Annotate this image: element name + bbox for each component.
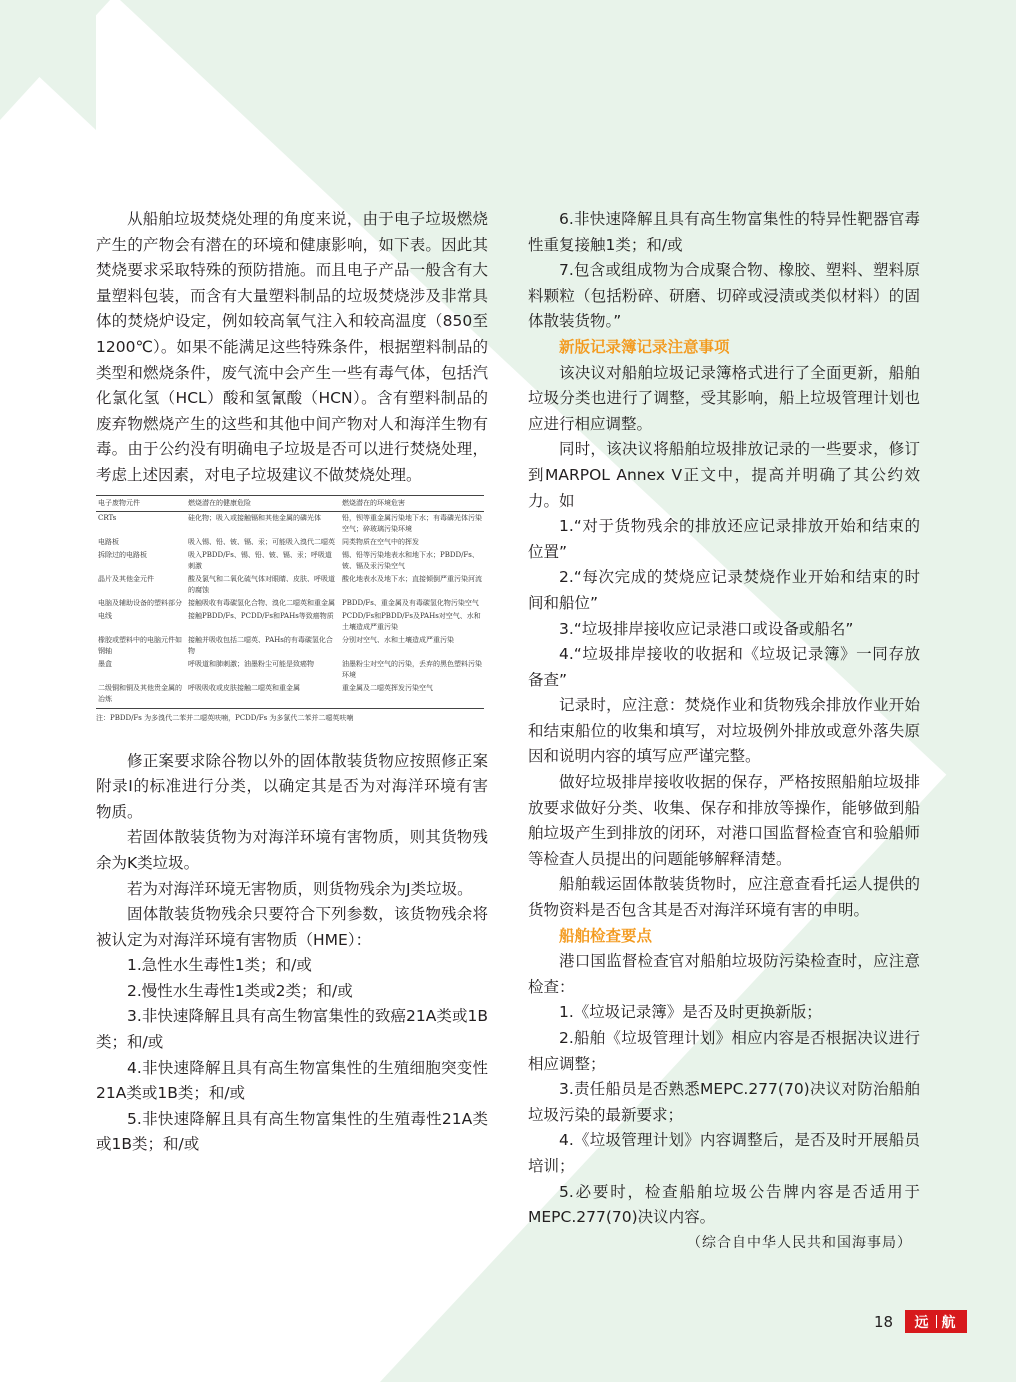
list-item: 6.非快速降解且具有高生物富集性的特异性靶器官毒性重复接触1类；和/或: [528, 210, 920, 254]
table-cell: 硅化物；吸入或接触镉和其他金属的磷光体: [188, 513, 321, 522]
body-paragraph: 该决议对船舶垃圾记录簿格式进行了全面更新，船舶垃圾分类也进行了调整，受其影响，船上垃圾管理计划也应进行相应调整。: [528, 363, 920, 433]
table-cell: 分别对空气、水和土壤造成严重污染: [342, 635, 454, 644]
right-column: [528, 207, 920, 1256]
table-cell: 橡胶或塑料中的电脑元件如钢轴: [98, 635, 182, 655]
table-cell: 电线: [98, 611, 112, 620]
table-cell: 接触吸收有毒碳氢化合物、溴化二噁英和重金属: [188, 598, 335, 607]
body-paragraph: 固体散装货物残余只要符合下列参数，该货物残余将被认定为对海洋环境有害物质（HME）：: [96, 905, 488, 949]
table-header-cell: 电子废物元件: [96, 495, 186, 511]
table-cell: 重金属及二噁英挥发污染空气: [340, 682, 484, 709]
table-cell: 吸入PBDD/Fs、锡、铅、铍、镉、汞；呼吸道刺激: [188, 550, 332, 570]
table-row: [96, 682, 484, 709]
brand-char-right: 航: [941, 1314, 958, 1331]
table-row: [96, 549, 484, 573]
table-cell: 接触并吸收包括二噁英、PAHs的有毒碳氢化合物: [188, 635, 333, 655]
ewaste-hazard-table: [96, 495, 484, 709]
magazine-brand-tag: [905, 1310, 967, 1333]
table-cell: 呼吸道和肺刺激；油墨粉尘可能是致癌物: [188, 659, 314, 668]
table-cell: 电脑及辅助设备的塑料部分: [98, 598, 182, 607]
table-row: [96, 536, 484, 549]
table-cell: CRTs: [98, 513, 117, 522]
table-cell: 同类物质在空气中的挥发: [342, 537, 419, 546]
body-paragraph: 港口国监督检查官对船舶垃圾防污染检查时，应注意检查：: [528, 952, 920, 996]
table-row: [96, 610, 484, 634]
list-item: 2.慢性水生毒性1类或2类；和/或: [127, 981, 353, 1000]
page-number: 18: [874, 1313, 894, 1331]
brand-char-left: 远: [914, 1314, 931, 1331]
table-row: [96, 634, 484, 658]
list-item: 2.“每次完成的焚烧应记录焚烧作业开始和结束的时间和船位”: [528, 568, 920, 612]
body-paragraph: 若固体散装货物为对海洋环境有害物质，则其货物残余为K类垃圾。: [96, 828, 488, 872]
table-cell: PCDD/Fs和PBDD/Fs及PAHs对空气、水和土壤造成严重污染: [342, 611, 481, 631]
list-item: 3.“垃圾排岸接收应记录港口或设备或船名”: [559, 619, 854, 638]
body-paragraph: 修正案要求除谷物以外的固体散装货物应按照修正案附录I的标准进行分类，以确定其是否为对海洋环境有害物质。: [96, 751, 488, 821]
table-header-cell: 燃烧潜在的健康危险: [186, 495, 340, 511]
list-item: 7.包含或组成物为合成聚合物、橡胶、塑料、塑料原料颗粒（包括粉碎、研磨、切碎或浸渍或类似材料）的固体散装货物。”: [528, 261, 920, 331]
list-item: 1.《垃圾记录簿》是否及时更换新版；: [559, 1003, 822, 1022]
body-paragraph: 若为对海洋环境无害物质，则货物残余为J类垃圾。: [127, 879, 473, 898]
table-row: [96, 511, 484, 536]
body-paragraph: 船舶载运固体散装货物时，应注意查看托运人提供的货物资料是否包含其是否对海洋环境有害的申明。: [528, 875, 920, 920]
list-item: 1.“对于货物残余的排放还应记录排放开始和结束的位置”: [528, 517, 920, 561]
table-cell: 接触PBDD/Fs、PCDD/Fs和PAHs等致癌物质: [188, 611, 334, 620]
list-item: 4.“垃圾排岸接收的收据和《垃圾记录簿》一同存放备查”: [528, 645, 920, 689]
table-cell: 油墨粉尘对空气的污染，丢弃的黑色塑料污染环境: [342, 659, 482, 679]
section-heading-record-book: 新版记录簿记录注意事项: [559, 337, 730, 356]
table-cell: 墨盒: [98, 659, 112, 668]
table-header-row: [96, 495, 484, 511]
list-item: 1.急性水生毒性1类；和/或: [127, 956, 312, 975]
list-item: 3.非快速降解且具有高生物富集性的致癌21A类或1B类；和/或: [96, 1007, 488, 1052]
table-cell: 电路板: [98, 537, 119, 546]
list-item: 3.责任船员是否熟悉MEPC.277(70)决议对防治船舶垃圾污染的最新要求；: [528, 1080, 920, 1124]
list-item: 4.《垃圾管理计划》内容调整后，是否及时开展船员培训；: [528, 1131, 920, 1175]
intro-paragraph: 从船舶垃圾焚烧处理的角度来说，由于电子垃圾燃烧产生的产物会有潜在的环境和健康影响，如下表。因此其焚烧要求采取特殊的预防措施。而且电子产品一般含有大量塑料包装，而含有大量塑料制品的垃圾焚烧涉及非常具体的焚烧炉设定，例如较高氧气注入和较高温度（850至1200℃）。如果不能满足这些特殊条件，根据塑料制品的类型和燃烧条件，废气流中会产生一些有毒气体，包括汽化氯化氢（HCL）酸和氢氰酸（HCN）。含有塑料制品的废弃物燃烧产生的这些和其他中间产物对人和海洋生物有毒。由于公约没有明确电子垃圾是否可以进行焚烧处理，考虑上述因素，对电子垃圾建议不做焚烧处理。: [96, 210, 488, 484]
table-cell: 呼吸吸收或皮肤接触二噁英和重金属: [186, 682, 340, 709]
list-item: 2.船舶《垃圾管理计划》相应内容是否根据决议进行相应调整；: [528, 1029, 920, 1073]
table-row: [96, 573, 484, 597]
table-cell: 酸化地表水及地下水；直接倾倒严重污染河流: [342, 574, 482, 583]
table-cell: 酸及氯气和二氧化硫气体对眼睛、皮肤、呼吸道的腐蚀: [188, 574, 335, 594]
table-cell: PBDD/Fs、重金属及有毒碳氢化物污染空气: [342, 598, 479, 607]
list-item: 5.非快速降解且具有高生物富集性的生殖毒性21A类或1B类；和/或: [96, 1109, 488, 1154]
table-row: [96, 658, 484, 682]
body-paragraph: 做好垃圾排岸接收收据的保存，严格按照船舶垃圾排放要求做好分类、收集、保存和排放等操作，能够做到船舶垃圾产生到排放的闭环，对港口国监督检查官和验船师等检查人员提出的问题能够解释清楚。: [528, 773, 920, 868]
table-cell: 拆除过的电路板: [98, 550, 147, 559]
table-cell: 铅，钡等重金属污染地下水；有毒磷光体污染空气；碎玻璃污染环境: [342, 513, 482, 533]
brand-divider: [936, 1315, 937, 1328]
list-item: 5.必要时，检查船舶垃圾公告牌内容是否适用于MEPC.277(70)决议内容。: [528, 1182, 920, 1227]
table-row: [96, 597, 484, 610]
table-cell: 晶片及其他金元件: [98, 574, 154, 583]
table-header-cell: 燃烧潜在的环境危害: [340, 495, 484, 511]
table-cell: 二级铜和铜及其他贵金属的冶炼: [96, 682, 186, 709]
table-cell: 吸入锡、铅、铍、镉、汞；可能吸入溴代二噁英: [188, 537, 335, 546]
body-paragraph: 记录时，应注意：焚烧作业和货物残余排放作业开始和结束船位的收集和填写，对垃圾例外排放或意外落失原因和说明内容的填写应严谨完整。: [528, 696, 920, 766]
table-note: 注：PBDD/Fs 为多溴代二苯并二噁英呋喃，PCDD/Fs 为多氯代二苯并二噁英呋喃: [96, 713, 354, 722]
source-credit: （综合自中华人民共和国海事局）: [687, 1234, 912, 1251]
section-heading-inspection: 船舶检查要点: [559, 926, 653, 945]
body-paragraph: 同时，该决议将船舶垃圾排放记录的一些要求，修订到MARPOL Annex V正文中，提高并明确了其公约效力。如: [528, 440, 920, 510]
left-column: [96, 207, 488, 1158]
list-item: 4.非快速降解且具有高生物富集性的生殖细胞突变性21A类或1B类；和/或: [96, 1058, 488, 1103]
table-cell: 锡、铅等污染地表水和地下水；PBDD/Fs、铍、镉及汞污染空气: [342, 550, 479, 570]
